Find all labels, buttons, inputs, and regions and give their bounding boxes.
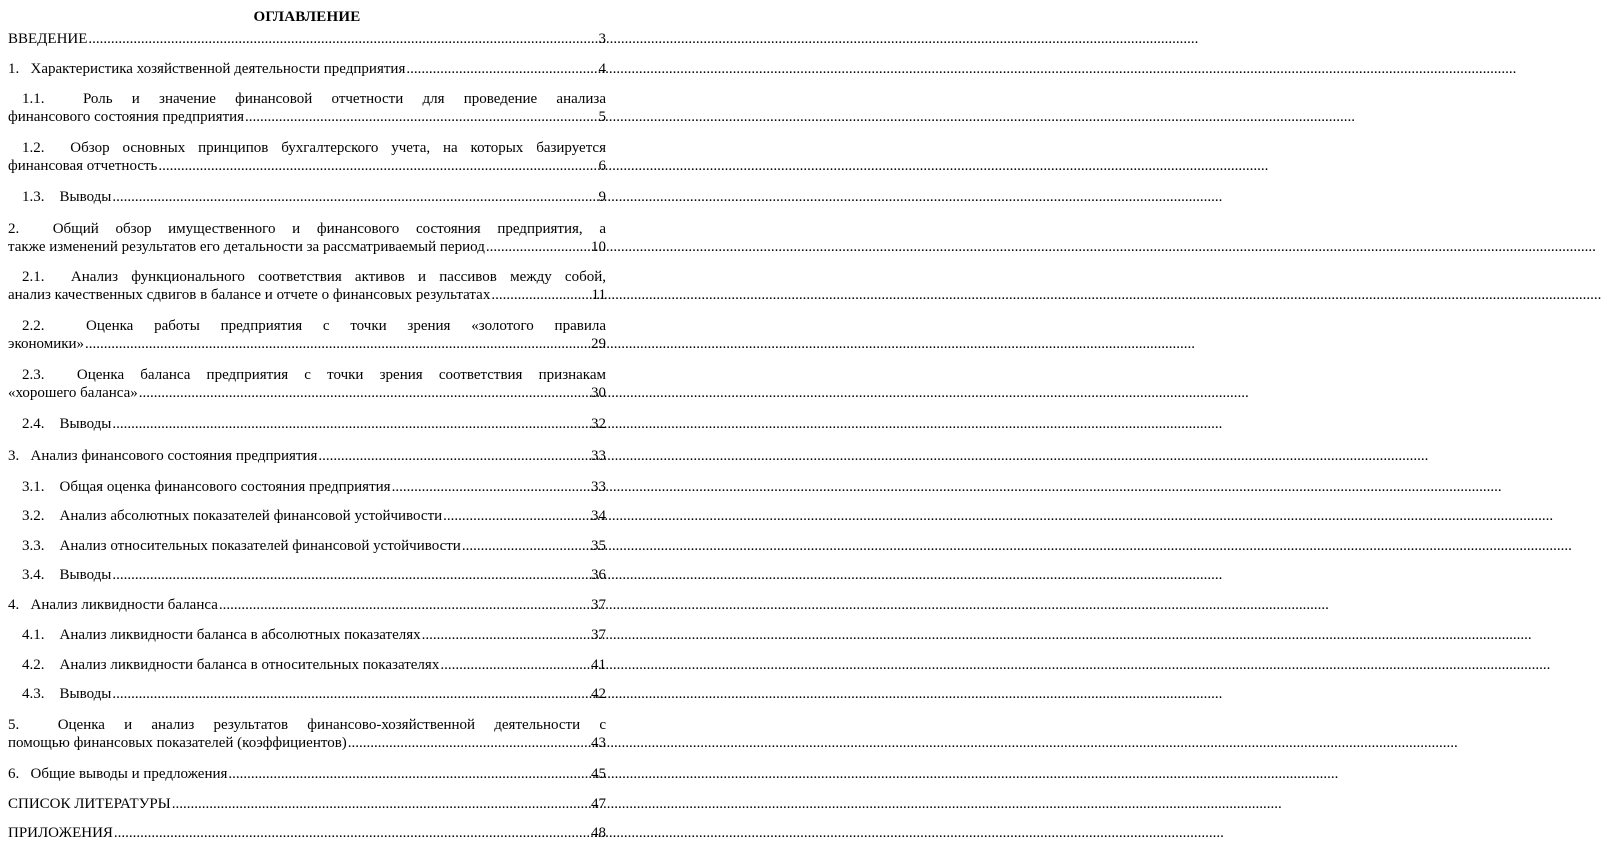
toc-entry-2-3[interactable]: [8, 366, 607, 402]
toc-entry-5[interactable]: [8, 716, 606, 752]
toc-entry-number: 3.2.: [22, 508, 45, 524]
dot-leader: [440, 656, 590, 674]
toc-entry-2[interactable]: [8, 220, 606, 256]
toc-page-number: 33: [591, 448, 606, 464]
dot-leader: [112, 415, 590, 433]
toc-entry-label: анализ качественных сдвигов в балансе и отчете о финансовых результатах: [8, 287, 491, 303]
dot-leader: [88, 30, 597, 48]
dot-leader: [158, 157, 597, 175]
toc-page-number: 4: [598, 61, 606, 77]
toc-page-number: 43: [591, 735, 606, 751]
toc-entry-label: Выводы: [59, 416, 112, 432]
toc-entry-number: 1.3.: [22, 189, 45, 205]
toc-entry-3-3[interactable]: [22, 537, 606, 555]
page-title: ОГЛАВЛЕНИЕ: [253, 9, 361, 25]
toc-page-number: 45: [591, 766, 606, 782]
toc-entry-label: «хорошего баланса»: [8, 385, 138, 401]
toc-entry-number: 2.1.: [22, 269, 45, 285]
dot-leader: [491, 286, 590, 304]
toc-entry-2-1[interactable]: [8, 268, 606, 304]
dot-leader: [112, 188, 597, 206]
toc-entry-label: Анализ ликвидности баланса в относительных показателях: [59, 657, 440, 673]
toc-entry-label: Анализ ликвидности баланса: [30, 597, 218, 613]
toc-entry-3[interactable]: [8, 447, 606, 465]
toc-page-number: 33: [591, 479, 606, 495]
toc-page-number: 11: [591, 287, 606, 303]
toc-page: [0, 0, 614, 850]
toc-entry-number: 1.1.: [22, 91, 45, 107]
toc-entry-number: 4.1.: [22, 627, 45, 643]
dot-leader: [245, 108, 597, 126]
toc-entry-label: финансового состояния предприятия: [8, 109, 245, 125]
toc-entry-label: Анализ финансового состояния предприятия: [30, 448, 318, 464]
toc-page-number: 41: [591, 657, 606, 673]
toc-entry-3-2[interactable]: [22, 507, 606, 525]
toc-entry-label: помощью финансовых показателей (коэффициентов): [8, 735, 347, 751]
toc-page-number: 29: [591, 336, 606, 352]
toc-entry-number: 1.: [8, 61, 20, 77]
toc-page-number: 30: [591, 385, 606, 401]
toc-entry-label: Общая оценка финансового состояния предприятия: [59, 479, 391, 495]
toc-entry-4-2[interactable]: [22, 656, 606, 674]
toc-page-number: 47: [591, 796, 606, 812]
toc-entry-label: также изменений результатов его детальности за рассматриваемый период: [8, 239, 485, 255]
toc-entry-label: Выводы: [59, 686, 112, 702]
toc-entry-2-2[interactable]: [8, 317, 606, 353]
toc-entry-4-1[interactable]: [22, 626, 606, 644]
dot-leader: [422, 626, 590, 644]
toc-entry-number: 5.: [8, 717, 20, 733]
toc-entry-number: 3.1.: [22, 479, 45, 495]
toc-entry-label: Анализ относительных показателей финансовой устойчивости: [59, 538, 461, 554]
toc-page-number: 48: [591, 825, 606, 841]
dot-leader: [219, 596, 590, 614]
toc-page-number: 36: [591, 567, 606, 583]
toc-entry-number: 3.: [8, 448, 20, 464]
toc-entry-number: 2.4.: [22, 416, 45, 432]
toc-entry-number: 3.4.: [22, 567, 45, 583]
toc-page-number: 35: [591, 538, 606, 554]
dot-leader: [228, 765, 590, 783]
toc-entry-number: 2.: [8, 221, 20, 237]
toc-entry-4-3[interactable]: [22, 685, 606, 703]
toc-entry-number: 1.2.: [22, 140, 45, 156]
toc-entry-label: экономики»: [8, 336, 85, 352]
dot-leader: [486, 238, 590, 256]
toc-entry-number: 3.3.: [22, 538, 45, 554]
toc-entry-label-line1: Оценка и анализ результатов финансово-хозяйственной деятельности с: [57, 717, 607, 733]
toc-entry-1-2[interactable]: [8, 139, 606, 175]
toc-entry-1[interactable]: [8, 60, 606, 78]
dot-leader: [112, 685, 590, 703]
toc-page-number: 5: [598, 109, 606, 125]
toc-entry-label-line1: Оценка работы предприятия с точки зрения «золотого правила: [86, 318, 606, 334]
toc-page-number: 6: [598, 158, 606, 174]
toc-entry-label: Общие выводы и предложения: [30, 766, 228, 782]
toc-entry-1-3[interactable]: [22, 188, 606, 206]
toc-entry-introduction[interactable]: [8, 30, 606, 48]
toc-page-number: 37: [591, 627, 606, 643]
dot-leader: [462, 537, 590, 555]
dot-leader: [112, 566, 590, 584]
dot-leader: [85, 335, 590, 353]
toc-entry-label-line1: Анализ функционального соответствия активов и пассивов между собой,: [70, 269, 606, 285]
toc-entry-label: финансовая отчетность: [8, 158, 158, 174]
toc-page-number: 34: [591, 508, 606, 524]
toc-entry-1-1[interactable]: [8, 90, 607, 126]
toc-entry-number: 4.2.: [22, 657, 45, 673]
toc-entry-label-line1: Обзор основных принципов бухгалтерского учета, на которых базируется: [70, 140, 606, 156]
toc-entry-appendices[interactable]: [8, 824, 606, 842]
toc-entry-number: 4.3.: [22, 686, 45, 702]
toc-entry-label: ПРИЛОЖЕНИЯ: [8, 825, 113, 841]
toc-entry-label: Выводы: [59, 567, 112, 583]
dot-leader: [318, 447, 590, 465]
dot-leader: [443, 507, 590, 525]
toc-entry-references[interactable]: [8, 795, 606, 813]
toc-entry-label: Характеристика хозяйственной деятельности предприятия: [30, 61, 406, 77]
toc-page-number: 32: [591, 416, 606, 432]
dot-leader: [406, 60, 597, 78]
toc-entry-3-4[interactable]: [22, 566, 606, 584]
dot-leader: [172, 795, 590, 813]
toc-entry-label: Анализ абсолютных показателей финансовой устойчивости: [59, 508, 443, 524]
toc-entry-label: Анализ ликвидности баланса в абсолютных показателях: [59, 627, 421, 643]
dot-leader: [392, 478, 590, 496]
dot-leader: [348, 734, 590, 752]
toc-entry-number: 2.3.: [22, 367, 45, 383]
toc-entry-number: 4.: [8, 597, 20, 613]
toc-entry-label: Выводы: [59, 189, 112, 205]
toc-entry-number: 2.2.: [22, 318, 45, 334]
toc-entry-3-1[interactable]: [22, 478, 606, 496]
toc-entry-4[interactable]: [8, 596, 606, 614]
toc-page-number: 37: [591, 597, 606, 613]
toc-entry-label: ВВЕДЕНИЕ: [8, 31, 88, 47]
toc-page-number: 3: [598, 31, 606, 47]
toc-page-number: 9: [598, 189, 606, 205]
toc-page-number: 42: [591, 686, 606, 702]
toc-entry-label-line1: Общий обзор имущественного и финансового состояния предприятия, а: [52, 221, 607, 237]
toc-entry-label-line1: Оценка баланса предприятия с точки зрения соответствия признакам: [76, 367, 607, 383]
toc-page-number: 10: [591, 239, 606, 255]
toc-entry-number: 6.: [8, 766, 20, 782]
dot-leader: [114, 824, 590, 842]
toc-entry-2-4[interactable]: [22, 415, 606, 433]
toc-entry-label-line1: Роль и значение финансовой отчетности для проведение анализа: [82, 91, 607, 107]
toc-entry-6[interactable]: [8, 765, 606, 783]
dot-leader: [139, 384, 590, 402]
toc-entry-label: СПИСОК ЛИТЕРАТУРЫ: [8, 796, 171, 812]
